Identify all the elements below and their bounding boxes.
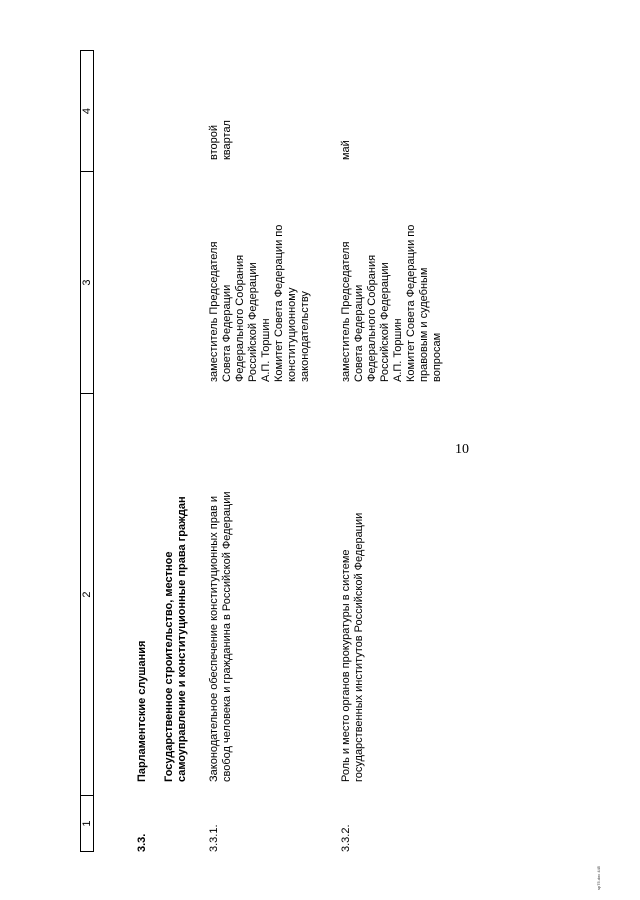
header-col-2-label: 2	[81, 591, 93, 598]
row-2-responsible-line-3: Федерального Собрания	[366, 254, 378, 382]
header-col-4-label: 4	[81, 107, 93, 115]
section-subtitle-line-2: самоуправление и конституционные права граждан	[176, 496, 188, 782]
footer-note: sp75.doc 445	[596, 865, 601, 890]
header-col-4	[80, 50, 94, 172]
row-1-responsible-line-2: Совета Федерации	[221, 284, 233, 382]
page-number: 10	[455, 442, 469, 457]
row-1-responsible-line-6: Комитет Совета Федерации по	[273, 224, 285, 382]
row-1-responsible-line-5: А.П. Торшин	[260, 318, 272, 382]
row-1-topic-line-1: Законодательное обеспечение конституционных прав и	[208, 496, 220, 782]
section-number: 3.3.	[136, 833, 148, 852]
header-col-2	[80, 393, 94, 796]
row-2-responsible-line-7: правовым и судебным	[418, 267, 430, 382]
row-2-number: 3.3.2.	[340, 824, 352, 852]
row-1-responsible-line-3: Федерального Собрания	[234, 254, 246, 382]
row-1-term-line-2: квартал	[221, 120, 233, 160]
row-1-topic-line-2: свобод человека и гражданина в Российской Федерации	[221, 491, 233, 782]
section-title: Парламентские слушания	[136, 640, 148, 782]
row-1-number: 3.3.1.	[208, 824, 220, 852]
row-1-responsible-line-4: Российской Федерации	[247, 262, 259, 382]
section-subtitle-line-1: Государственное строительство, местное	[163, 551, 175, 782]
row-2-responsible-line-4: Российской Федерации	[379, 262, 391, 382]
row-1-responsible-line-7: конституционному	[286, 287, 298, 382]
header-col-3-label: 3	[81, 279, 93, 286]
header-col-3	[80, 171, 94, 394]
header-col-1-label: 1	[81, 820, 93, 827]
row-2-responsible-line-8: вопросам	[431, 332, 443, 382]
header-col-1	[80, 795, 94, 852]
row-2-topic-line-2: государственных институтов Российской Федерации	[353, 512, 365, 782]
row-2-term-line-1: май	[340, 140, 352, 160]
row-2-responsible-line-2: Совета Федерации	[353, 284, 365, 382]
row-1-responsible-line-1: заместитель Председателя	[208, 241, 220, 382]
row-1-responsible-line-8: законодательству	[299, 291, 311, 382]
row-2-responsible-line-6: Комитет Совета Федерации по	[405, 224, 417, 382]
row-2-responsible-line-1: заместитель Председателя	[340, 241, 352, 382]
row-2-responsible-line-5: А.П. Торшин	[392, 318, 404, 382]
row-1-term-line-1: второй	[208, 124, 220, 160]
row-2-topic-line-1: Роль и место органов прокуратуры в системе	[340, 549, 352, 782]
